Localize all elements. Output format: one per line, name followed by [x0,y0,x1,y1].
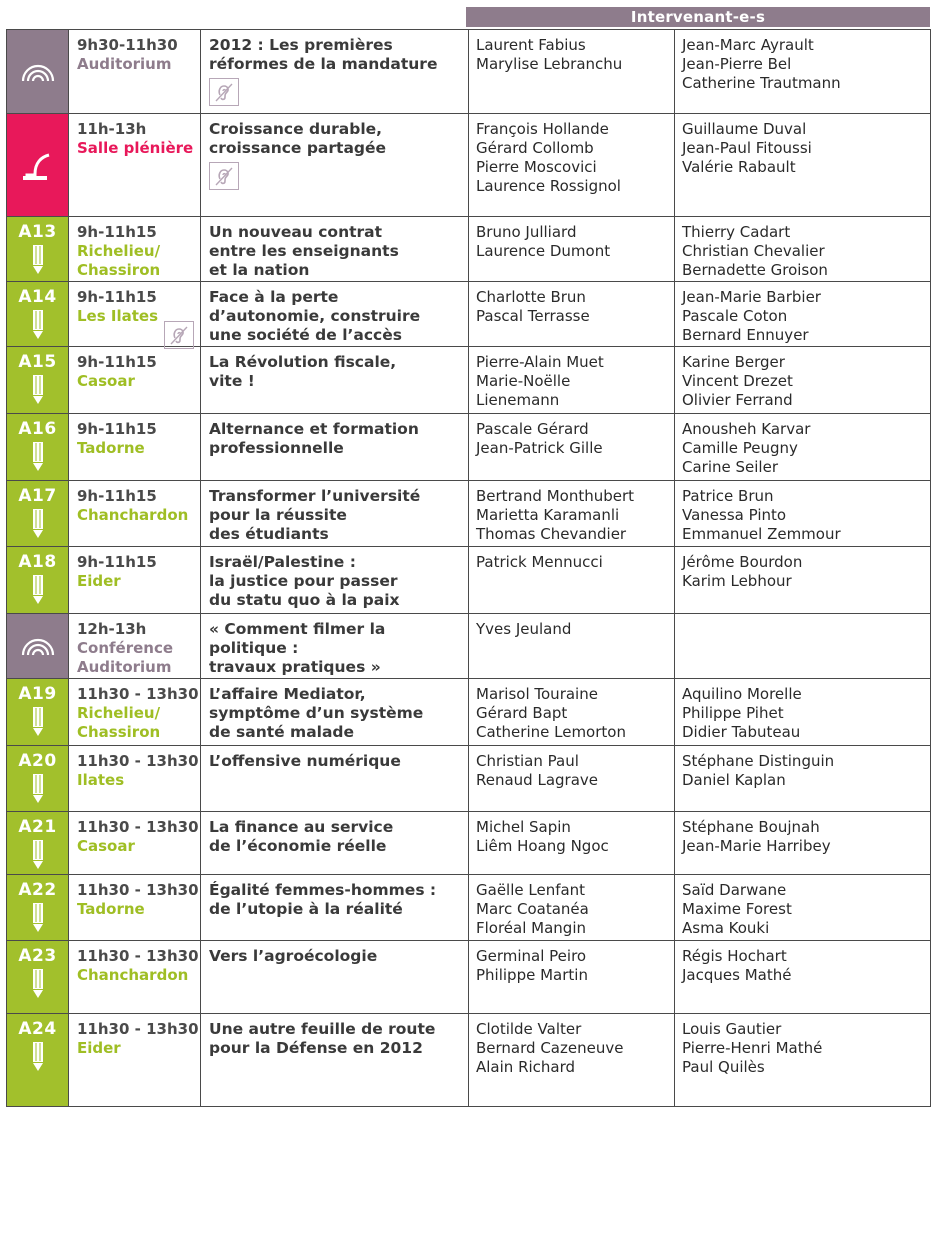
speaker-name: Renaud Lagrave [476,771,599,789]
session-title-line: de l’économie réelle [209,837,387,855]
speakers-column-1 [469,614,675,679]
session-title [201,746,469,812]
session-room: Chassiron [77,261,161,279]
speaker-name: Bernadette Groison [682,261,828,279]
speaker-name: Floréal Mangin [476,919,587,937]
session-title-line: professionnelle [209,439,344,457]
session-title [201,1014,469,1107]
microphone-icon [23,149,53,181]
auditorium-icon [20,61,56,83]
session-title [201,282,469,347]
speaker-name: Bertrand Monthubert [476,487,635,505]
speaker-name: Marylise Lebranchu [476,55,623,73]
session-time: 9h30-11h30 [77,36,178,54]
session-code: A14 [18,287,57,307]
session-title-line: L’offensive numérique [209,752,401,770]
session-time-room [69,30,201,114]
speakers-column-2 [675,614,931,679]
pencil-icon [31,310,45,344]
session-room: Chanchardon [77,966,189,984]
session-title-line: La finance au service [209,818,394,836]
session-title-line: réformes de la mandature [209,55,438,73]
speaker-name: Paul Quilès [682,1058,765,1076]
session-room: Ilates [77,771,125,789]
speaker-name: Olivier Ferrand [682,391,793,409]
speakers-column-1 [469,481,675,547]
session-row [7,547,931,614]
speaker-name: Jean-Marc Ayrault [682,36,814,54]
hearing-loop-icon [164,321,194,349]
session-title [201,812,469,875]
session-tag [7,614,69,679]
session-time: 12h-13h [77,620,147,638]
session-code: A23 [18,946,57,966]
session-time-room [69,875,201,941]
session-title-line: du statu quo à la paix [209,591,400,609]
session-tag [7,812,69,875]
session-title-line: entre les enseignants [209,242,399,260]
session-tag [7,217,69,282]
speakers-column-1 [469,679,675,746]
speaker-name: Marisol Touraine [476,685,598,703]
session-time-room [69,941,201,1014]
session-title-line: symptôme d’un système [209,704,424,722]
speakers-column-2 [675,1014,931,1107]
pencil-icon [31,509,45,543]
speaker-name: Gaëlle Lenfant [476,881,586,899]
speakers-column-2 [675,30,931,114]
session-title-line: 2012 : Les premières [209,36,393,54]
speaker-name: Karine Berger [682,353,785,371]
speakers-column-2 [675,282,931,347]
speaker-name: Marie-Noëlle [476,372,571,390]
session-time: 11h30 - 13h30 [77,685,199,703]
session-title [201,347,469,414]
speaker-name: Laurence Dumont [476,242,611,260]
speaker-name: Asma Kouki [682,919,770,937]
session-room: Tadorne [77,439,145,457]
session-time-room [69,1014,201,1107]
session-row [7,746,931,812]
speakers-column-1 [469,30,675,114]
session-time: 9h-11h15 [77,553,157,571]
session-time-room [69,282,201,347]
session-room: Casoar [77,372,135,390]
speaker-name: Jérôme Bourdon [682,553,803,571]
session-time-room [69,217,201,282]
session-time-room [69,547,201,614]
speakers-column-2 [675,679,931,746]
session-time-room [69,746,201,812]
speaker-name: Pascal Terrasse [476,307,590,325]
speaker-name: Stéphane Distinguin [682,752,835,770]
session-tag [7,347,69,414]
session-time: 11h30 - 13h30 [77,818,199,836]
speakers-column-2 [675,746,931,812]
session-time-room [69,481,201,547]
session-tag [7,941,69,1014]
speaker-name: Germinal Peiro [476,947,587,965]
session-room: Richelieu/ [77,242,161,260]
pencil-icon [31,575,45,609]
session-row [7,217,931,282]
session-title-line: politique : [209,639,299,657]
session-row [7,481,931,547]
speaker-name: Philippe Pihet [682,704,784,722]
session-room: Eider [77,1039,121,1057]
speaker-name: Jean-Pierre Bel [682,55,792,73]
session-title-line: vite ! [209,372,255,390]
session-tag [7,282,69,347]
speaker-name: Bruno Julliard [476,223,577,241]
session-row [7,282,931,347]
speakers-column-1 [469,217,675,282]
speakers-column-2 [675,217,931,282]
hearing-loop-icon [209,162,239,190]
session-title-line: Alternance et formation [209,420,419,438]
session-title-line: pour la Défense en 2012 [209,1039,423,1057]
session-row [7,347,931,414]
speaker-name: Jean-Marie Harribey [682,837,831,855]
session-code: A22 [18,880,57,900]
speakers-column-1 [469,547,675,614]
session-row [7,414,931,481]
speaker-name: Didier Tabuteau [682,723,801,741]
session-tag [7,875,69,941]
session-row [7,875,931,941]
speaker-name: François Hollande [476,120,609,138]
session-title-line: Transformer l’université [209,487,421,505]
pencil-icon [31,245,45,279]
session-room: Chanchardon [77,506,189,524]
session-time: 9h-11h15 [77,487,157,505]
session-tag [7,481,69,547]
session-room: Eider [77,572,121,590]
speakers-column-2 [675,481,931,547]
session-tag [7,746,69,812]
pencil-icon [31,903,45,937]
session-code: A17 [18,486,57,506]
pencil-icon [31,375,45,409]
session-title [201,114,469,217]
session-time: 9h-11h15 [77,223,157,241]
speaker-name: Bernard Cazeneuve [476,1039,624,1057]
session-title-line: La Révolution fiscale, [209,353,397,371]
speaker-name: Charlotte Brun [476,288,586,306]
session-tag [7,114,69,217]
speaker-name: Aquilino Morelle [682,685,802,703]
session-title-line: travaux pratiques » [209,658,381,676]
speaker-name: Pierre Moscovici [476,158,597,176]
speaker-name: Thierry Cadart [682,223,791,241]
speaker-name: Daniel Kaplan [682,771,786,789]
session-row [7,30,931,114]
speakers-column-1 [469,941,675,1014]
speaker-name: Christian Chevalier [682,242,825,260]
session-room: Richelieu/ [77,704,161,722]
session-title-line: d’autonomie, construire [209,307,421,325]
session-title-line: « Comment filmer la [209,620,386,638]
speaker-name: Gérard Bapt [476,704,568,722]
session-row [7,679,931,746]
session-title [201,875,469,941]
session-title [201,30,469,114]
session-title [201,614,469,679]
session-room: Chassiron [77,723,161,741]
speaker-name: Liêm Hoang Ngoc [476,837,609,855]
pencil-icon [31,969,45,1003]
speaker-name: Maxime Forest [682,900,792,918]
session-room: Tadorne [77,900,145,918]
session-title-line: et la nation [209,261,310,279]
speaker-name: Karim Lebhour [682,572,792,590]
session-tag [7,547,69,614]
session-title-line: de l’utopie à la réalité [209,900,403,918]
speaker-name: Gérard Collomb [476,139,594,157]
session-title [201,679,469,746]
speaker-name: Catherine Trautmann [682,74,841,92]
speaker-name: Philippe Martin [476,966,588,984]
speakers-header: Intervenant-e-s [466,7,930,27]
speaker-name: Jean-Paul Fitoussi [682,139,812,157]
session-row [7,114,931,217]
session-time: 9h-11h15 [77,288,157,306]
session-title-line: Croissance durable, [209,120,383,138]
speaker-name: Marietta Karamanli [476,506,620,524]
program-table [6,29,931,1107]
session-room: Les Ilates [77,307,158,325]
speakers-column-1 [469,812,675,875]
speaker-name: Patrick Mennucci [476,553,603,571]
session-room: Auditorium [77,55,172,73]
session-title [201,481,469,547]
session-time: 9h-11h15 [77,420,157,438]
speakers-column-1 [469,875,675,941]
session-title-line: de santé malade [209,723,355,741]
speaker-name: Yves Jeuland [476,620,572,638]
session-tag [7,30,69,114]
speakers-column-2 [675,812,931,875]
session-row [7,812,931,875]
session-title-line: Un nouveau contrat [209,223,383,241]
speakers-column-1 [469,414,675,481]
session-room: Casoar [77,837,135,855]
speaker-name: Christian Paul [476,752,579,770]
auditorium-icon [20,635,56,657]
speaker-name: Catherine Lemorton [476,723,626,741]
pencil-icon [31,774,45,808]
speaker-name: Camille Peugny [682,439,798,457]
speaker-name: Vanessa Pinto [682,506,787,524]
speakers-column-1 [469,1014,675,1107]
speaker-name: Stéphane Boujnah [682,818,820,836]
pencil-icon [31,840,45,874]
session-code: A24 [18,1019,57,1039]
session-time: 11h30 - 13h30 [77,947,199,965]
session-time: 9h-11h15 [77,353,157,371]
speaker-name: Patrice Brun [682,487,774,505]
session-title-line: une société de l’accès [209,326,402,344]
speaker-name: Marc Coatanéa [476,900,589,918]
speaker-name: Saïd Darwane [682,881,787,899]
session-code: A15 [18,352,57,372]
session-time: 11h30 - 13h30 [77,1020,199,1038]
session-time: 11h30 - 13h30 [77,752,199,770]
session-title-line: Israël/Palestine : [209,553,356,571]
speaker-name: Jean-Marie Barbier [682,288,821,306]
session-code: A16 [18,419,57,439]
speakers-column-1 [469,347,675,414]
session-tag [7,1014,69,1107]
session-time-room [69,679,201,746]
session-room: Conférence [77,639,174,657]
session-title-line: Face à la perte [209,288,339,306]
session-time-room [69,812,201,875]
speaker-name: Carine Seiler [682,458,778,476]
speaker-name: Michel Sapin [476,818,571,836]
speaker-name: Thomas Chevandier [476,525,627,543]
session-time-room [69,347,201,414]
session-code: A20 [18,751,57,771]
session-code: A21 [18,817,57,837]
session-code: A13 [18,222,57,242]
pencil-icon [31,707,45,741]
speaker-name: Régis Hochart [682,947,787,965]
hearing-loop-icon [209,78,239,106]
speakers-column-2 [675,347,931,414]
session-title-line: L’affaire Mediator, [209,685,366,703]
speaker-name: Lienemann [476,391,560,409]
session-title-line: Égalité femmes-hommes : [209,881,437,899]
session-title [201,547,469,614]
session-row [7,614,931,679]
session-time: 11h30 - 13h30 [77,881,199,899]
speaker-name: Pierre-Henri Mathé [682,1039,823,1057]
speaker-name: Laurent Fabius [476,36,586,54]
speaker-name: Pierre-Alain Muet [476,353,604,371]
session-room: Auditorium [77,658,172,676]
session-time-room [69,614,201,679]
session-title-line: des étudiants [209,525,329,543]
session-title-line: pour la réussite [209,506,347,524]
session-time-room [69,414,201,481]
speaker-name: Alain Richard [476,1058,576,1076]
speakers-column-1 [469,114,675,217]
speakers-column-1 [469,746,675,812]
speakers-column-2 [675,875,931,941]
speakers-column-2 [675,941,931,1014]
session-time-room [69,114,201,217]
speakers-column-1 [469,282,675,347]
speaker-name: Valérie Rabault [682,158,796,176]
pencil-icon [31,1042,45,1076]
session-title-line: la justice pour passer [209,572,398,590]
session-tag [7,679,69,746]
speaker-name: Clotilde Valter [476,1020,582,1038]
speaker-name: Vincent Drezet [682,372,793,390]
speaker-name: Anousheh Karvar [682,420,811,438]
session-title-line: croissance partagée [209,139,387,157]
session-row [7,1014,931,1107]
speakers-column-2 [675,114,931,217]
session-code: A18 [18,552,57,572]
speaker-name: Bernard Ennuyer [682,326,809,344]
speaker-name: Laurence Rossignol [476,177,621,195]
session-title-line: Une autre feuille de route [209,1020,436,1038]
speaker-name: Jean-Patrick Gille [476,439,603,457]
speaker-name: Pascale Gérard [476,420,589,438]
speaker-name: Jacques Mathé [682,966,792,984]
speaker-name: Louis Gautier [682,1020,782,1038]
session-title-line: Vers l’agroécologie [209,947,378,965]
session-room: Salle plénière [77,139,194,157]
speaker-name: Guillaume Duval [682,120,807,138]
session-title [201,414,469,481]
speaker-name: Emmanuel Zemmour [682,525,841,543]
session-row [7,941,931,1014]
speakers-column-2 [675,547,931,614]
session-title [201,217,469,282]
session-time: 11h-13h [77,120,147,138]
session-tag [7,414,69,481]
session-code: A19 [18,684,57,704]
speakers-column-2 [675,414,931,481]
pencil-icon [31,442,45,476]
session-title [201,941,469,1014]
speaker-name: Pascale Coton [682,307,788,325]
